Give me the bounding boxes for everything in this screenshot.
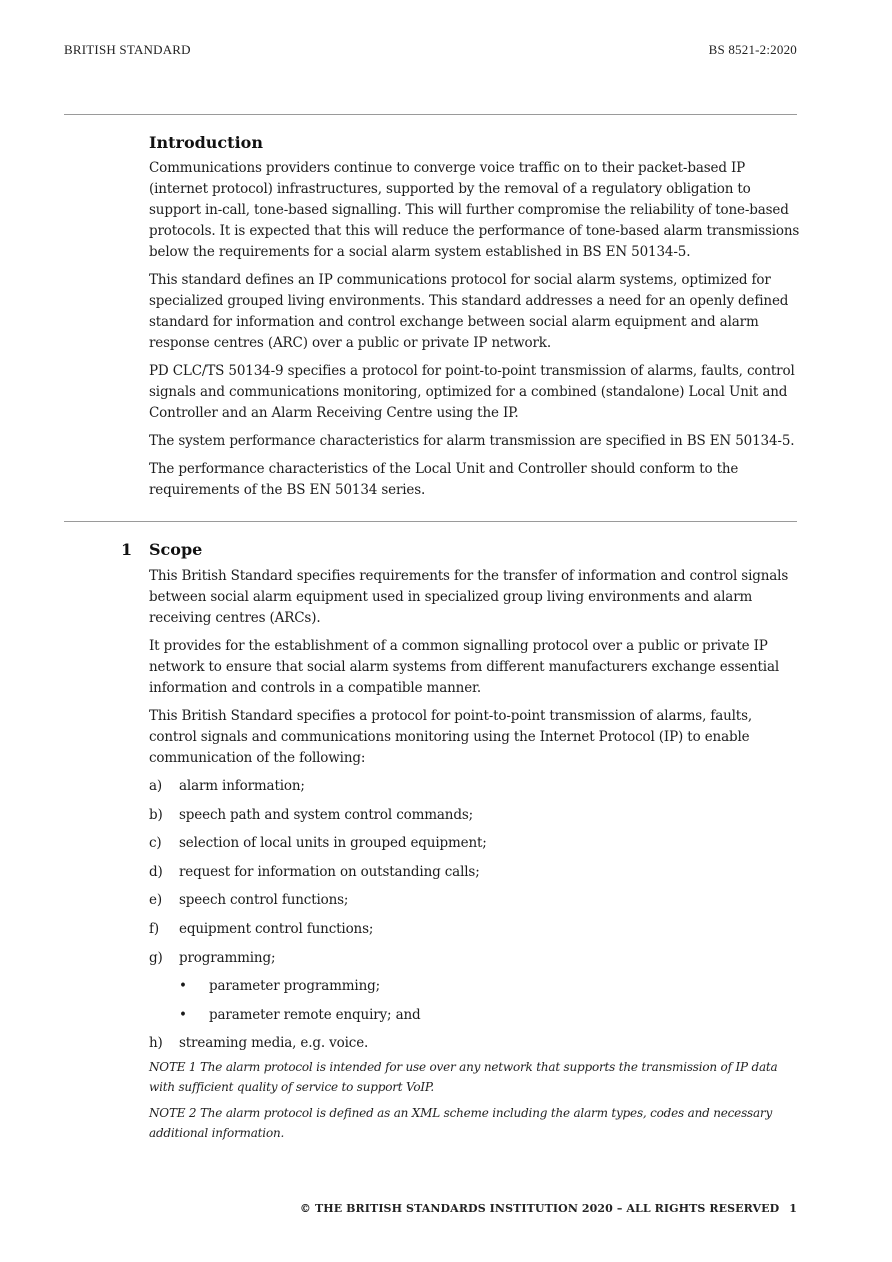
list-text: speech path and system control commands; xyxy=(179,806,474,823)
note: NOTE 1 The alarm protocol is intended for use over any network that supports the transmission of IP data with sufficient quality of service to support VoIP. xyxy=(149,1059,778,1094)
list-label: f) xyxy=(149,920,159,937)
section-title: Introduction xyxy=(149,133,263,152)
note: NOTE 2 The alarm protocol is defined as an XML scheme including the alarm types, codes and necessary additional information. xyxy=(149,1105,773,1140)
paragraph: The performance characteristics of the Local Unit and Controller should conform to the requirements of the BS EN 50134 series. xyxy=(149,461,739,498)
paragraph: This standard defines an IP communications protocol for social alarm systems, optimized for specialized grouped living environments. This standard addresses a need for an openly defined standard for information and control exchange between social alarm equipment and alarm response centres (ARC) over a public or private IP network. xyxy=(149,272,789,351)
paragraph: It provides for the establishment of a common signalling protocol over a public or private IP network to ensure that social alarm systems from different manufacturers exchange essential information and controls in a compatible manner. xyxy=(149,638,780,696)
list-text: parameter remote enquiry; and xyxy=(209,1006,421,1023)
list-label: h) xyxy=(149,1035,163,1052)
list-text: request for information on outstanding calls; xyxy=(179,863,480,880)
introduction-section xyxy=(149,133,801,508)
list-item xyxy=(149,1033,801,1062)
page-number: 1 xyxy=(789,1202,797,1215)
list-item xyxy=(149,776,801,805)
section-number: 1 xyxy=(121,540,133,559)
list-item xyxy=(149,833,801,862)
list-label: d) xyxy=(149,863,163,880)
list-item xyxy=(149,890,801,919)
list-item xyxy=(149,919,801,948)
list-text: alarm information; xyxy=(179,778,305,794)
sub-list-item xyxy=(149,976,801,1005)
sub-list-item xyxy=(149,1005,801,1034)
list-label: b) xyxy=(149,806,163,823)
list-text: streaming media, e.g. voice. xyxy=(179,1035,369,1052)
list-label: c) xyxy=(149,835,162,852)
paragraph: This British Standard specifies requirements for the transfer of information and control signals between social alarm equipment used in specialized group living environments and alarm receiving centres (ARCs). xyxy=(149,568,789,626)
paragraph: PD CLC/TS 50134-9 specifies a protocol for point-to-point transmission of alarms, faults, control signals and communications monitoring, optimized for a combined (standalone) Local Unit and Controller and an Alarm Receiving Centre using the IP. xyxy=(149,363,795,421)
page-footer xyxy=(300,1202,797,1215)
divider xyxy=(64,521,797,522)
list-text: programming; xyxy=(179,949,276,966)
list-text: speech control functions; xyxy=(179,892,349,909)
divider xyxy=(64,114,797,115)
requirements-list xyxy=(149,776,801,1062)
copyright-notice: © THE BRITISH STANDARDS INSTITUTION 2020 – ALL RIGHTS RESERVED xyxy=(299,1202,780,1215)
list-item xyxy=(149,948,801,977)
list-item xyxy=(149,862,801,891)
list-label: a) xyxy=(149,778,163,794)
running-header-right: BS 8521-2:2020 xyxy=(708,42,797,57)
paragraph: Communications providers continue to converge voice traffic on to their packet-based IP (internet protocol) infrastructures, supported by the removal of a regulatory obligation to support in-call, tone-based signalling. This will further compromise the reliability of tone-based protocols. It is expected that this will reduce the performance of tone-based alarm transmissions below the requirements for a social alarm system established in BS EN 50134-5. xyxy=(149,160,800,260)
bullet-icon: • xyxy=(179,1006,187,1023)
list-text: parameter programming; xyxy=(209,978,381,995)
list-text: equipment control functions; xyxy=(179,920,374,937)
list-item xyxy=(149,805,801,834)
list-label: g) xyxy=(149,949,163,966)
paragraph: This British Standard specifies a protocol for point-to-point transmission of alarms, faults, control signals and communications monitoring using the Internet Protocol (IP) to enable communication of the following: xyxy=(149,708,753,766)
section-title: Scope xyxy=(149,540,203,559)
scope-section xyxy=(149,540,801,1149)
list-label: e) xyxy=(149,892,162,909)
running-header-left: BRITISH STANDARD xyxy=(64,42,191,57)
paragraph: The system performance characteristics for alarm transmission are specified in BS EN 50134-5. xyxy=(149,433,795,449)
bullet-icon: • xyxy=(179,978,187,995)
list-text: selection of local units in grouped equipment; xyxy=(179,835,487,852)
